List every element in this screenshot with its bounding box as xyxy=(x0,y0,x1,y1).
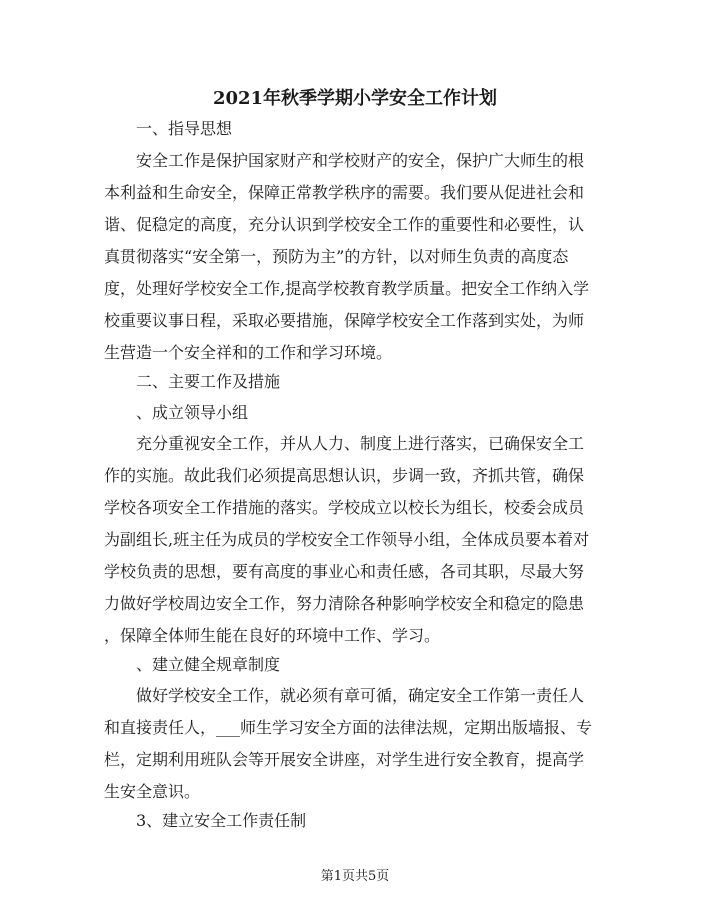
page-number-footer: 第1页共5页 xyxy=(320,869,390,884)
paragraph-line: 真贯彻落实“安全第一，预防为主”的方针，以对师生负责的高度态 xyxy=(104,247,569,266)
paragraph-line: 力做好学校周边安全工作，努力清除各种影响学校安全和稳定的隐患 xyxy=(104,594,585,613)
paragraph-rules-system xyxy=(104,680,604,808)
paragraph-line: 本利益和生命安全，保障正常教学秩序的需要。我们要从促进社会和 xyxy=(104,183,585,202)
paragraph-line: 作的实施。故此我们必须提高思想认识，步调一致，齐抓共管，确保 xyxy=(104,466,585,485)
section-heading-main-work: 二、主要工作及措施 xyxy=(136,372,281,391)
paragraph-line: 安全工作是保护国家财产和学校财产的安全，保护广大师生的根 xyxy=(136,151,585,170)
paragraph-line: 学校各项安全工作措施的落实。学校成立以校长为组长，校委会成员 xyxy=(104,498,585,517)
paragraph-line: 为副组长,班主任为成员的学校安全工作领导小组，全体成员要本着对 xyxy=(104,530,590,549)
paragraph-line: ，保障全体师生能在良好的环境中工作、学习。 xyxy=(104,626,441,645)
subsection-heading-rules-system: 、建立健全规章制度 xyxy=(136,655,281,674)
paragraph-line: 和直接责任人，___师生学习安全方面的法律法规，定期出版墙报、专 xyxy=(104,718,593,737)
paragraph-leadership-group xyxy=(104,428,604,652)
paragraph-line: 校重要议事日程，采取必要措施，保障学校安全工作落到实处，为师 xyxy=(104,311,585,330)
paragraph-line: 生安全意识。 xyxy=(104,782,201,801)
paragraph-line: 栏，定期利用班队会等开展安全讲座，对学生进行安全教育，提高学 xyxy=(104,750,585,769)
paragraph-line: 谐、促稳定的高度，充分认识到学校安全工作的重要性和必要性，认 xyxy=(104,215,585,234)
paragraph-line: 做好学校安全工作，就必须有章可循，确定安全工作第一责任人 xyxy=(136,686,585,705)
subsection-heading-responsibility-system: 3、建立安全工作责任制 xyxy=(136,811,307,830)
paragraph-guiding-ideology xyxy=(104,145,604,369)
paragraph-line: 充分重视安全工作，并从人力、制度上进行落实，已确保安全工 xyxy=(136,434,585,453)
document-title: 2021年秋季学期小学安全工作计划 xyxy=(212,88,498,109)
paragraph-line: 学校负责的思想，要有高度的事业心和责任感，各司其职，尽最大努 xyxy=(104,562,585,581)
paragraph-line: 生营造一个安全祥和的工作和学习环境。 xyxy=(104,343,393,362)
paragraph-line: 度，处理好学校安全工作,提高学校教育教学质量。把安全工作纳入学 xyxy=(104,279,590,298)
subsection-heading-leadership-group: 、成立领导小组 xyxy=(136,403,249,422)
section-heading-guiding-ideology: 一、指导思想 xyxy=(136,119,233,138)
